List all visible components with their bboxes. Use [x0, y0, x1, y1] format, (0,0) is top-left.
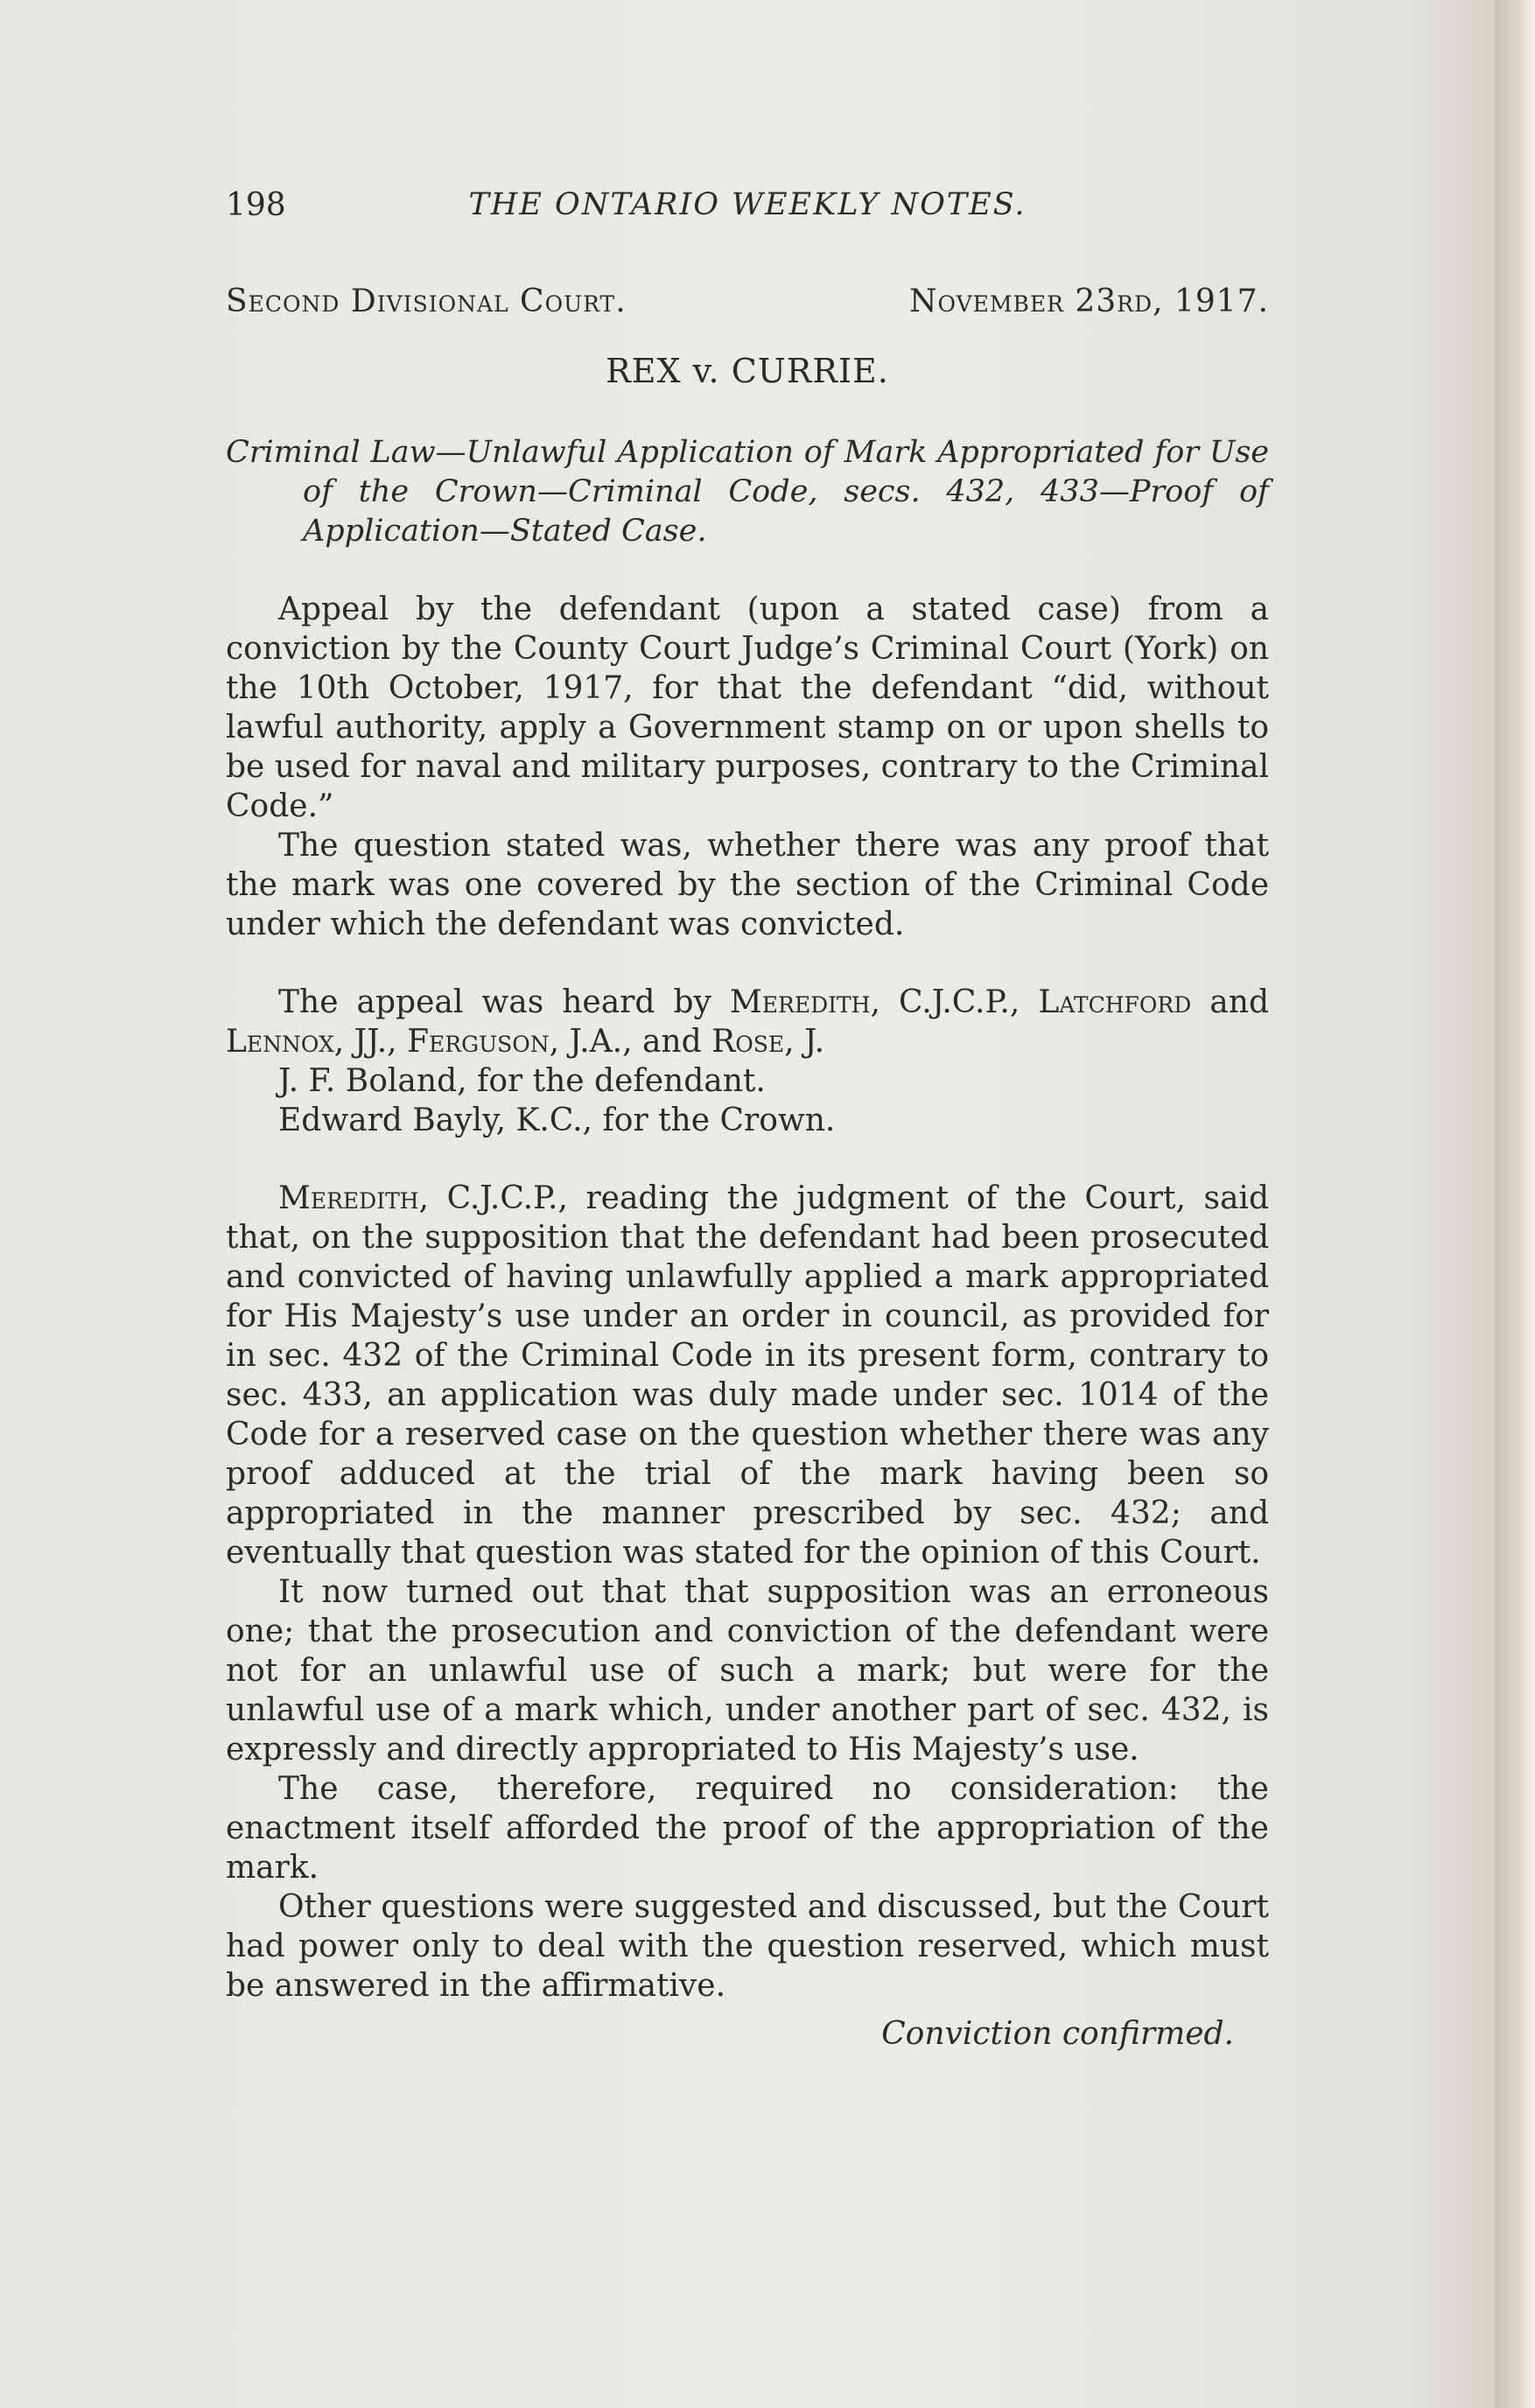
decision-date: November 23rd, 1917.	[909, 284, 1269, 319]
case-title: REX v. CURRIE.	[606, 352, 889, 390]
judge-name: Rose	[711, 1024, 785, 1060]
judgment-text: , C.J.C.P., reading the judgment of the Court, said that, on the supposition that the defendant had been prosecuted and convicted of having unlawfully applied a mark appropriated for His Majesty’s use under an order in council, as provided for in sec. 432 of the Criminal Code in its present form, contrary to sec. 433, an application was duly made under sec. 1014 of the Code for a reserved case on the question whether there was any proof adduced at the trial of the mark having been so appropriated in the manner prescribed by sec. 432; and eventually that question was stated for the opinion of this Court.	[226, 1180, 1269, 1571]
disposition: Conviction confirmed.	[881, 2016, 1234, 2052]
judge-name: Meredith	[278, 1180, 419, 1216]
judgment-paragraph	[226, 1179, 1269, 1572]
court-line	[226, 282, 1269, 324]
hearing-text: , J.A., and	[549, 1024, 712, 1060]
judge-name: Ferguson	[407, 1024, 550, 1060]
judgment-paragraph: The case, therefore, required no consideration: the enactment itself afforded the proof of the appropriation of the mark.	[226, 1771, 1269, 1886]
text-block	[226, 186, 1269, 2054]
hearing-text: , JJ.,	[333, 1024, 408, 1060]
statement-paragraph: Appeal by the defendant (upon a stated case) from a conviction by the County Court Judge’s Criminal Court (York) on the 10th October, 1917, for that the defendant “did, without lawful authority, apply a Government stamp on or upon shells to be used for naval and military purposes, contrary to the Criminal Code.”	[226, 592, 1269, 824]
journal-title: THE ONTARIO WEEKLY NOTES.	[468, 187, 1027, 222]
page-edge-shadow	[1495, 0, 1535, 2408]
judge-name: Latchford	[1038, 984, 1192, 1020]
judge-name: Meredith	[729, 984, 871, 1020]
judgment-paragraph: Other questions were suggested and discussed, but the Court had power only to deal with the question reserved, which must be answered in the affirmative.	[226, 1889, 1269, 2004]
statement-paragraph: The question stated was, whether there was any proof that the mark was one covered by the section of the Criminal Code under which the defendant was convicted.	[226, 828, 1269, 942]
running-head	[226, 186, 1269, 229]
judgment-paragraph: It now turned out that that supposition was an erroneous one; that the prosecution and conviction of the defendant were not for an unlawful use of such a mark; but were for the unlawful use of a mark which, under another part of sec. 432, is expressly and directly appropriated to His Majesty’s use.	[226, 1574, 1269, 1768]
counsel-crown: Edward Bayly, K.C., for the Crown.	[278, 1102, 836, 1138]
hearing-text: , J.	[784, 1024, 825, 1060]
hearing-prefix: The appeal was heard by	[278, 984, 730, 1020]
hearing-text: and	[1191, 984, 1270, 1020]
judge-name: Lennox	[226, 1024, 334, 1060]
court-name: Second Divisional Court.	[226, 284, 627, 319]
hearing-paragraph	[226, 983, 1269, 1061]
page-number: 198	[226, 187, 286, 223]
headnote: Criminal Law—Unlawful Application of Mark Appropriated for Use of the Crown—Criminal Code, secs. 432, 433—Proof of Application—Stated Case.	[226, 435, 1269, 549]
counsel-defendant: J. F. Boland, for the defendant.	[278, 1063, 766, 1099]
hearing-text: , C.J.C.P.,	[870, 984, 1039, 1020]
